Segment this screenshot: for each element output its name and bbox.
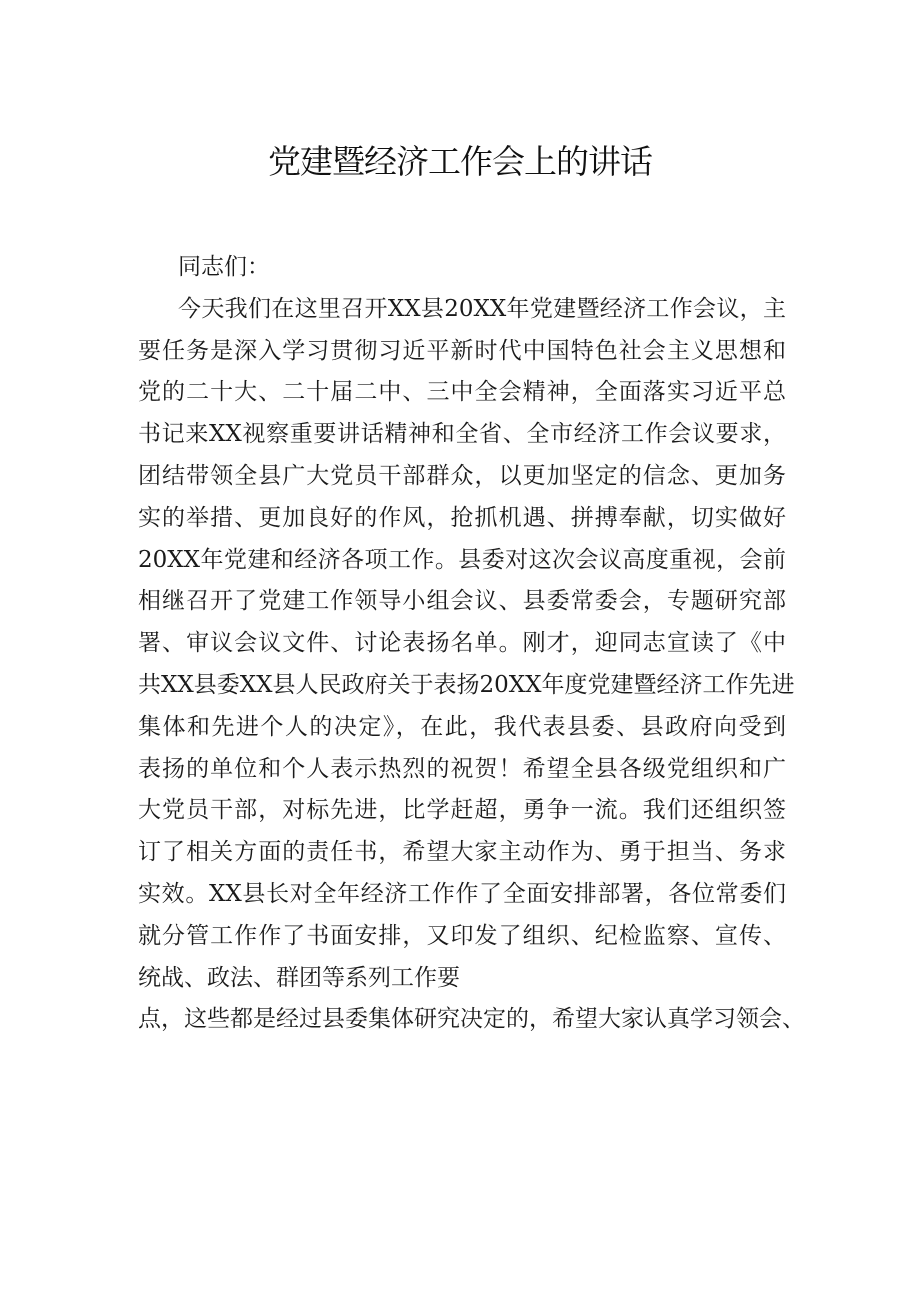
text-line: 要任务是深入学习贯彻习近平新时代中国特色社会主义思想和 xyxy=(138,337,786,364)
text-line: 实效。XX县长对全年经济工作作了全面安排部署，各位常委们 xyxy=(138,880,786,907)
page-title: 党建暨经济工作会上的讲话 xyxy=(268,142,652,181)
salutation: 同志们： xyxy=(178,254,270,280)
text-line: 集体和先进个人的决定》，在此，我代表县委、县政府向受到 xyxy=(138,713,786,740)
text-line: 点，这些都是经过县委集体研究决定的，希望大家认真学习领会、 xyxy=(138,1006,805,1033)
text-line: 实的举措、更加良好的作风，抢抓机遇、拼搏奉献，切实做好 xyxy=(138,504,786,531)
text-line: 20XX年党建和经济各项工作。县委对这次会议高度重视，会前 xyxy=(138,546,786,573)
text-line: 党的二十大、二十届二中、三中全会精神，全面落实习近平总 xyxy=(138,379,786,406)
text-line: 今天我们在这里召开XX县20XX年党建暨经济工作会议，主 xyxy=(178,295,786,322)
text-line: 书记来XX视察重要讲话精神和全省、全市经济工作会议要求， xyxy=(138,421,786,448)
text-line: 就分管工作作了书面安排，又印发了组织、纪检监察、宣传、 xyxy=(138,922,786,949)
text-line: 署、审议会议文件、讨论表扬名单。刚才，迎同志宣读了《中 xyxy=(138,630,786,657)
text-line: 大党员干部，对标先进，比学赶超，勇争一流。我们还组织签 xyxy=(138,797,786,824)
text-line: 订了相关方面的责任书，希望大家主动作为、勇于担当、务求 xyxy=(138,839,786,866)
speech-body xyxy=(138,247,805,1041)
text-line: 统战、政法、群团等系列工作要 xyxy=(138,964,460,991)
text-line: 共XX县委XX县人民政府关于表扬20XX年度党建暨经济工作先进 xyxy=(138,671,795,698)
text-line: 相继召开了党建工作领导小组会议、县委常委会，专题研究部 xyxy=(138,588,786,615)
text-line: 表扬的单位和个人表示热烈的祝贺！希望全县各级党组织和广 xyxy=(138,755,786,782)
text-line: 团结带领全县广大党员干部群众，以更加坚定的信念、更加务 xyxy=(138,462,786,489)
